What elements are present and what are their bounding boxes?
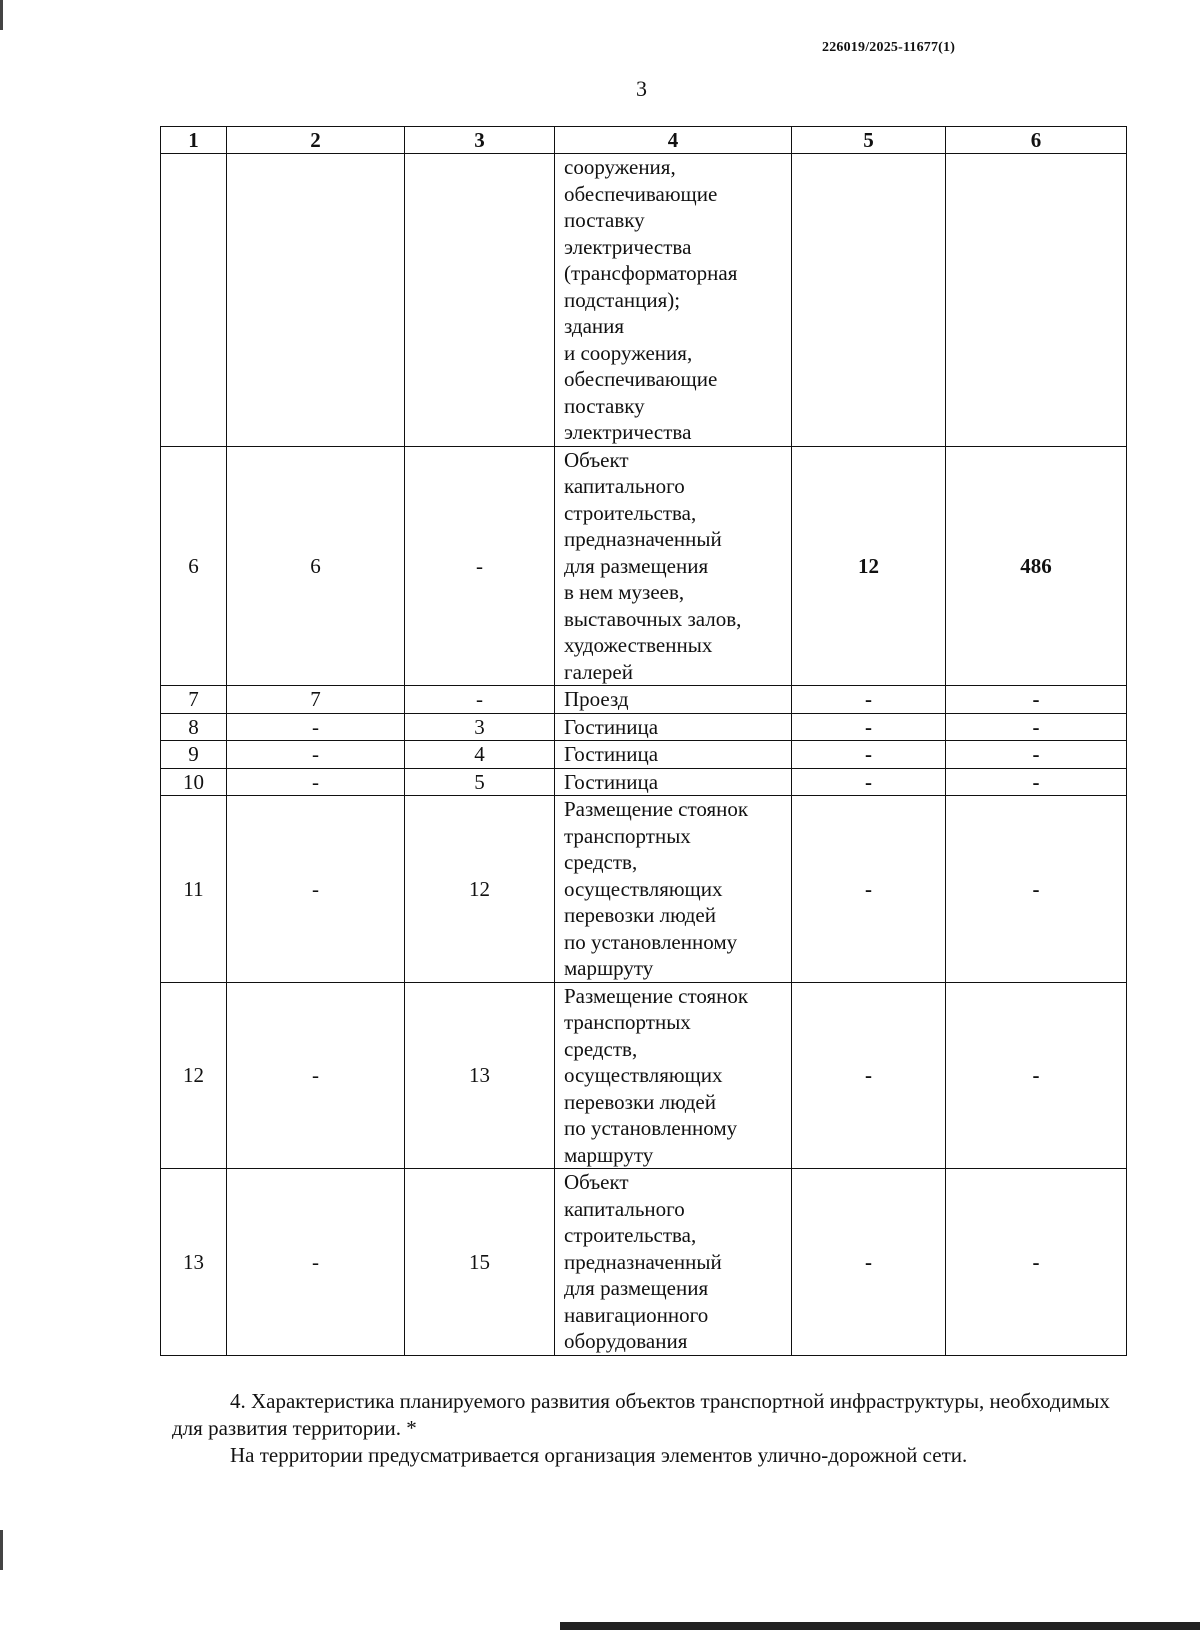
- description-line: строительства,: [564, 500, 697, 525]
- body-paragraph: На территории предусматривается организация элементов улично-дорожной сети.: [230, 1443, 968, 1467]
- cell-col-description: [555, 1169, 792, 1356]
- cell-col-c2: 6: [227, 446, 405, 686]
- table-row: [161, 154, 1127, 447]
- cell-col-c3: 5: [405, 768, 555, 796]
- description-line: галерей: [564, 659, 633, 684]
- description-line: сооружения,: [564, 155, 676, 179]
- table-row: [161, 686, 1127, 714]
- scan-edge-mark: [0, 1530, 3, 1570]
- cell-col-description: [555, 446, 792, 686]
- cell-col-c5: -: [792, 796, 946, 983]
- table-row: [161, 796, 1127, 983]
- description-line: строительства,: [564, 1223, 697, 1247]
- description-line: электричества: [564, 420, 692, 444]
- table-row: [161, 982, 1127, 1169]
- cell-col-c1: 10: [161, 768, 227, 796]
- description-line: Проезд: [564, 687, 629, 711]
- description-line: транспортных: [564, 1010, 691, 1034]
- description-line: оборудования: [564, 1329, 688, 1353]
- cell-col-c5: -: [792, 686, 946, 714]
- cell-col-c2: -: [227, 982, 405, 1169]
- cell-col-c3: 15: [405, 1169, 555, 1356]
- cell-col-c3: [405, 154, 555, 447]
- description-line: транспортных: [564, 823, 691, 848]
- description-line: навигационного: [564, 1302, 709, 1327]
- description-line: средств,: [564, 1036, 638, 1061]
- table-row: [161, 768, 1127, 796]
- description-line: перевозки людей: [564, 903, 716, 927]
- description-line: перевозки людей: [564, 1089, 716, 1114]
- document-id: 226019/2025-11677(1): [822, 40, 956, 55]
- cell-col-c1: 9: [161, 741, 227, 769]
- description-line: в нем музеев,: [564, 580, 685, 604]
- cell-col-c2: [227, 154, 405, 447]
- cell-col-c1: 13: [161, 1169, 227, 1356]
- cell-col-description: [555, 768, 792, 796]
- description-line: средств,: [564, 850, 638, 874]
- cell-col-c1: 7: [161, 686, 227, 714]
- cell-col-description: [555, 686, 792, 714]
- cell-col-description: [555, 154, 792, 447]
- cell-col-c6: -: [946, 1169, 1127, 1356]
- section-heading-paragraph: 4. Характеристика планируемого развития объектов транспортной инфраструктуры, необходимых для развития территории. *: [172, 1389, 1110, 1440]
- scan-bottom-edge: [560, 1622, 1200, 1630]
- cell-col-c3: 3: [405, 713, 555, 741]
- column-header: 2: [227, 127, 405, 154]
- description-line: и сооружения,: [564, 340, 693, 365]
- description-line: Гостиница: [564, 769, 659, 794]
- cell-col-c6: -: [946, 686, 1127, 714]
- description-line: капитального: [564, 1196, 685, 1221]
- column-header: 3: [405, 127, 555, 154]
- description-line: Размещение стоянок: [564, 797, 749, 821]
- cell-col-c1: 8: [161, 713, 227, 741]
- cell-col-c2: -: [227, 768, 405, 796]
- description-line: капитального: [564, 474, 685, 498]
- description-line: по установленному: [564, 929, 738, 954]
- cell-col-c5: -: [792, 741, 946, 769]
- description-line: здания: [564, 314, 625, 338]
- cell-col-c1: [161, 154, 227, 447]
- cell-col-c6: -: [946, 713, 1127, 741]
- table-row: [161, 1169, 1127, 1356]
- description-line: осуществляющих: [564, 876, 723, 901]
- column-header: 5: [792, 127, 946, 154]
- description-line: Размещение стоянок: [564, 983, 749, 1008]
- cell-col-c5: [792, 154, 946, 447]
- description-line: Гостиница: [564, 742, 659, 766]
- description-line: поставку: [564, 208, 645, 232]
- objects-table: [160, 126, 1127, 1356]
- cell-col-c1: 11: [161, 796, 227, 983]
- cell-col-description: [555, 713, 792, 741]
- cell-col-c2: 7: [227, 686, 405, 714]
- table-row: [161, 446, 1127, 686]
- description-line: маршруту: [564, 1142, 654, 1167]
- table-body: [161, 154, 1127, 1356]
- cell-col-c6: 486: [946, 446, 1127, 686]
- cell-col-c6: -: [946, 982, 1127, 1169]
- description-line: Объект: [564, 447, 629, 472]
- cell-col-c3: 4: [405, 741, 555, 769]
- cell-col-c5: -: [792, 713, 946, 741]
- cell-col-c3: 12: [405, 796, 555, 983]
- column-header: 1: [161, 127, 227, 154]
- cell-col-c5: -: [792, 768, 946, 796]
- description-line: маршруту: [564, 956, 654, 980]
- table-row: [161, 713, 1127, 741]
- cell-col-c2: -: [227, 796, 405, 983]
- cell-col-c3: -: [405, 446, 555, 686]
- cell-col-c2: -: [227, 1169, 405, 1356]
- table-row: [161, 741, 1127, 769]
- description-line: для размещения: [564, 553, 709, 578]
- cell-col-description: [555, 982, 792, 1169]
- description-line: (трансформаторная: [564, 261, 738, 285]
- description-line: предназначенный: [564, 1249, 722, 1274]
- cell-col-description: [555, 796, 792, 983]
- scan-edge-mark: [0, 0, 3, 30]
- cell-col-c6: -: [946, 796, 1127, 983]
- cell-col-c1: 6: [161, 446, 227, 686]
- description-line: для размещения: [564, 1276, 709, 1300]
- description-line: обеспечивающие: [564, 367, 718, 391]
- description-line: подстанция);: [564, 287, 681, 312]
- cell-col-c2: -: [227, 713, 405, 741]
- cell-col-description: [555, 741, 792, 769]
- description-line: предназначенный: [564, 527, 722, 551]
- table-header-row: [161, 127, 1127, 154]
- column-header: 6: [946, 127, 1127, 154]
- description-line: Объект: [564, 1170, 629, 1194]
- description-line: Гостиница: [564, 714, 659, 739]
- cell-col-c6: [946, 154, 1127, 447]
- cell-col-c6: -: [946, 768, 1127, 796]
- cell-col-c2: -: [227, 741, 405, 769]
- cell-col-c5: -: [792, 1169, 946, 1356]
- cell-col-c6: -: [946, 741, 1127, 769]
- cell-col-c3: 13: [405, 982, 555, 1169]
- column-header: 4: [555, 127, 792, 154]
- cell-col-c1: 12: [161, 982, 227, 1169]
- description-line: электричества: [564, 234, 692, 259]
- description-line: по установленному: [564, 1116, 738, 1140]
- cell-col-c5: -: [792, 982, 946, 1169]
- description-line: обеспечивающие: [564, 181, 718, 206]
- cell-col-c5: 12: [792, 446, 946, 686]
- description-line: поставку: [564, 393, 645, 418]
- page-number: 3: [636, 76, 647, 101]
- description-line: выставочных залов,: [564, 606, 742, 631]
- cell-col-c3: -: [405, 686, 555, 714]
- description-line: осуществляющих: [564, 1063, 723, 1087]
- description-line: художественных: [564, 633, 713, 657]
- text-block: [172, 1388, 1132, 1469]
